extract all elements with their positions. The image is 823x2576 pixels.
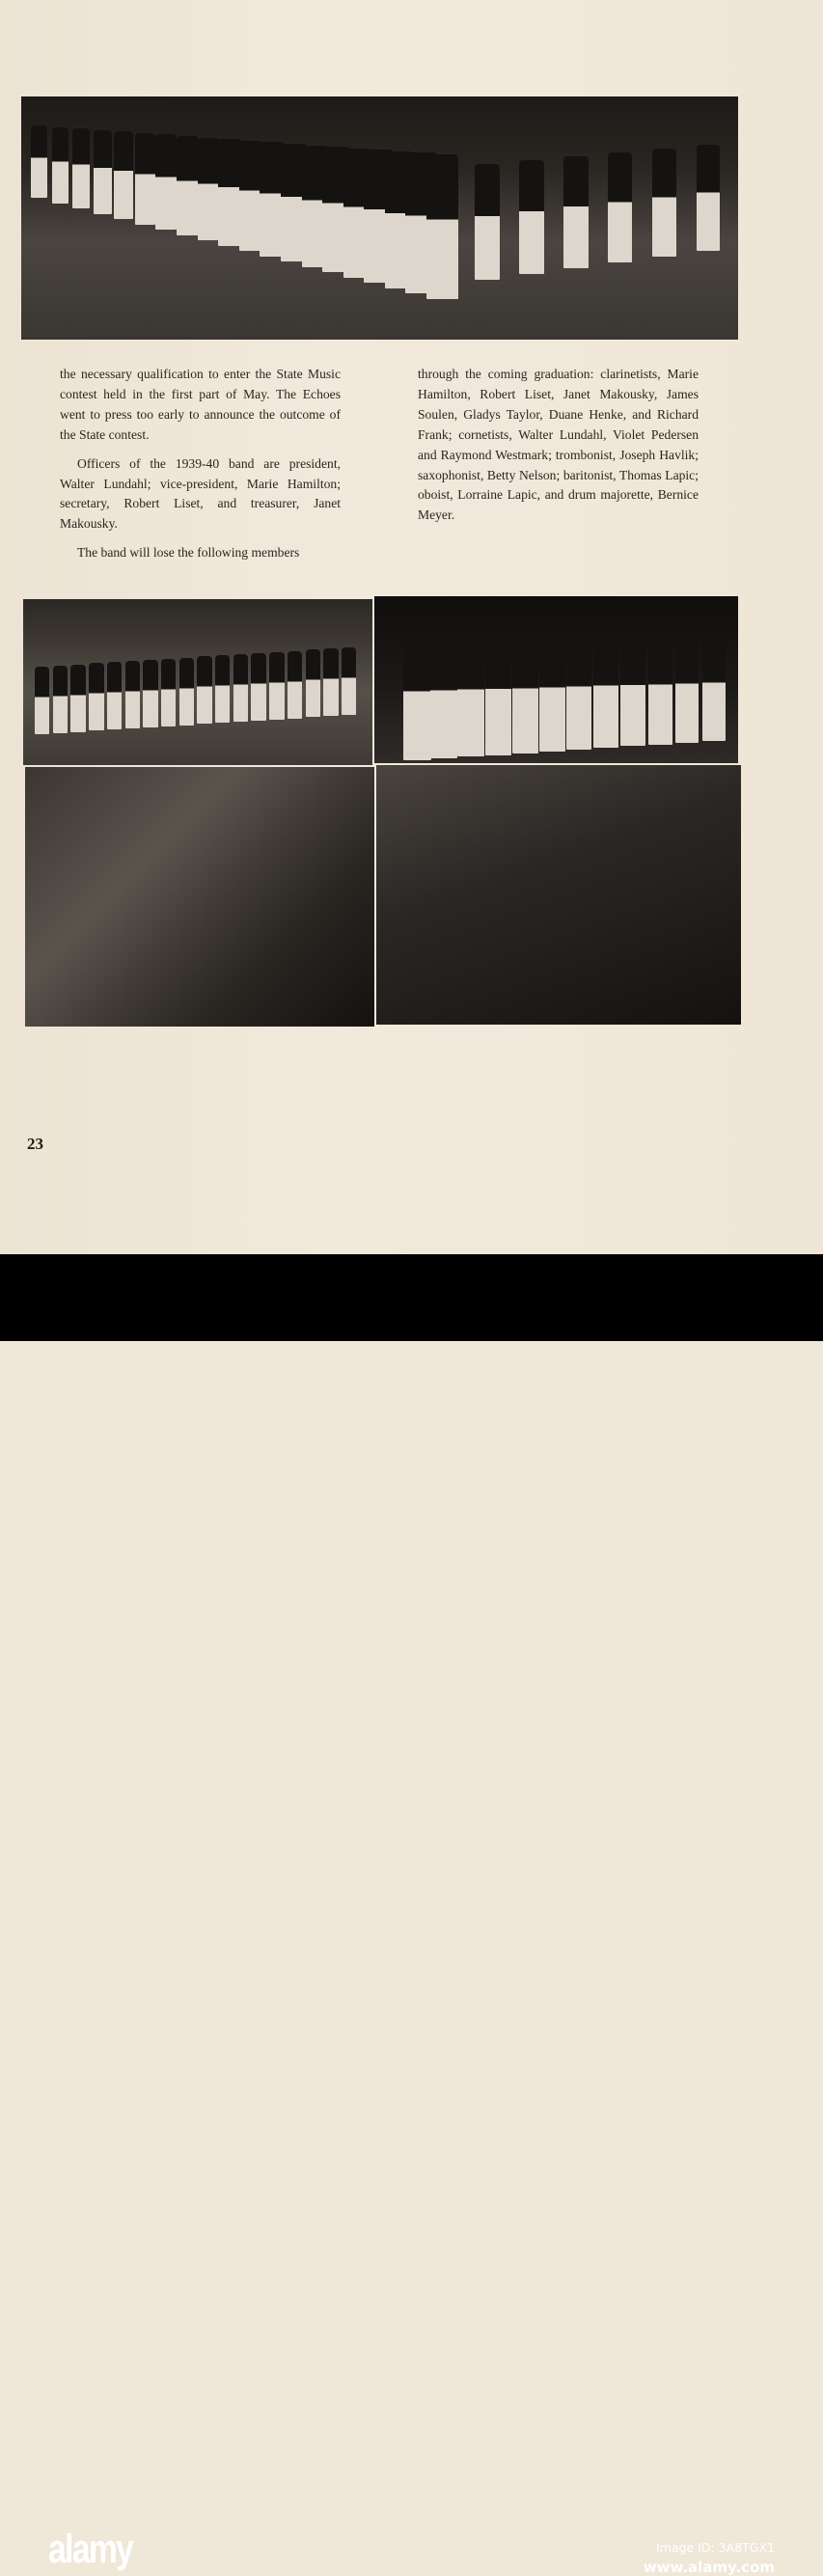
image-id: Image ID: 3A8TGX1 [656, 2540, 775, 2555]
band-member-figure [702, 635, 726, 741]
alamy-logo: alamy [48, 2526, 133, 2571]
band-member-figure [539, 635, 565, 752]
band-member-figure [485, 635, 511, 755]
band-member-figure [70, 665, 85, 732]
band-member-figure [177, 136, 199, 235]
paragraph: through the coming graduation: clarinetists, Marie Hamilton, Robert Liset, Janet Makousky, James Soulen, Gladys Taylor, Duane Henke, and Richard Frank; cornetists, Walter Lundahl, Violet Pedersen and Raymond Westmark; trombonist, Joseph Havlik; saxophonist, Betty Nelson; baritonist, Thomas Lapic; oboist, Lorraine Lapic, and drum majorette, Bernice Meyer. [418, 367, 699, 523]
band-member-figure [94, 130, 112, 214]
band-member-figure [457, 635, 484, 756]
band-member-figure [323, 648, 338, 716]
band-member-figure [233, 654, 248, 722]
band-member-figure [620, 635, 645, 746]
band-member-figure [342, 647, 356, 715]
band-member-figure [512, 635, 538, 754]
band-member-figure [218, 139, 241, 246]
watermark-bar [0, 1254, 823, 2576]
band-member-figure [89, 663, 103, 730]
band-member-figure [426, 154, 458, 299]
band-member-figure [198, 138, 220, 241]
photo-percussion-section [25, 767, 374, 1027]
band-member-figure [197, 656, 211, 724]
band-member-figure [35, 667, 49, 734]
band-member-figure [608, 152, 632, 262]
text-column-right [418, 365, 699, 534]
band-member-figure [72, 128, 90, 208]
site-url: www.alamy.com [643, 2559, 775, 2576]
band-member-figure [114, 131, 133, 219]
band-member-figure [52, 127, 69, 204]
band-member-figure [107, 662, 122, 729]
band-member-figure [53, 666, 68, 733]
band-member-figure [652, 149, 676, 257]
band-member-figure [430, 635, 457, 758]
paragraph: The band will lose the following members [77, 545, 300, 561]
band-member-figure [306, 649, 320, 717]
band-member-figure [519, 160, 544, 274]
band-member-figure [215, 655, 230, 723]
yearbook-page [0, 0, 823, 1254]
band-member-figure [31, 125, 47, 198]
band-member-figure [125, 661, 140, 728]
photo-marching-band-field [21, 96, 738, 340]
band-member-figure [648, 635, 672, 745]
band-member-figure [155, 134, 177, 230]
photo-band-night [374, 596, 738, 763]
band-member-figure [135, 133, 155, 225]
photo-band-formation [23, 599, 372, 765]
band-member-figure [179, 658, 194, 726]
band-member-figure [143, 660, 157, 727]
band-member-figure [475, 164, 500, 280]
band-member-figure [697, 145, 720, 251]
text-column-left [60, 365, 341, 572]
band-member-figure [269, 652, 284, 720]
photo-brass-section [376, 765, 741, 1025]
band-member-figure [593, 635, 618, 748]
band-member-figure [566, 635, 591, 750]
band-member-figure [288, 651, 302, 719]
paragraph: the necessary qualification to enter the State Music contest held in the first part of May. The Echoes went to press too early to announce the outcome of the State contest. [60, 367, 341, 442]
band-member-figure [161, 659, 176, 726]
paragraph: Officers of the 1939-40 band are president, Walter Lundahl; vice-president, Marie Hamilton; secretary, Robert Liset, and treasurer, Janet Makousky. [60, 455, 341, 532]
band-member-figure [251, 653, 265, 721]
band-member-figure [403, 635, 431, 760]
band-member-figure [675, 635, 700, 743]
page-number: 23 [27, 1135, 43, 1153]
band-member-figure [563, 156, 589, 268]
